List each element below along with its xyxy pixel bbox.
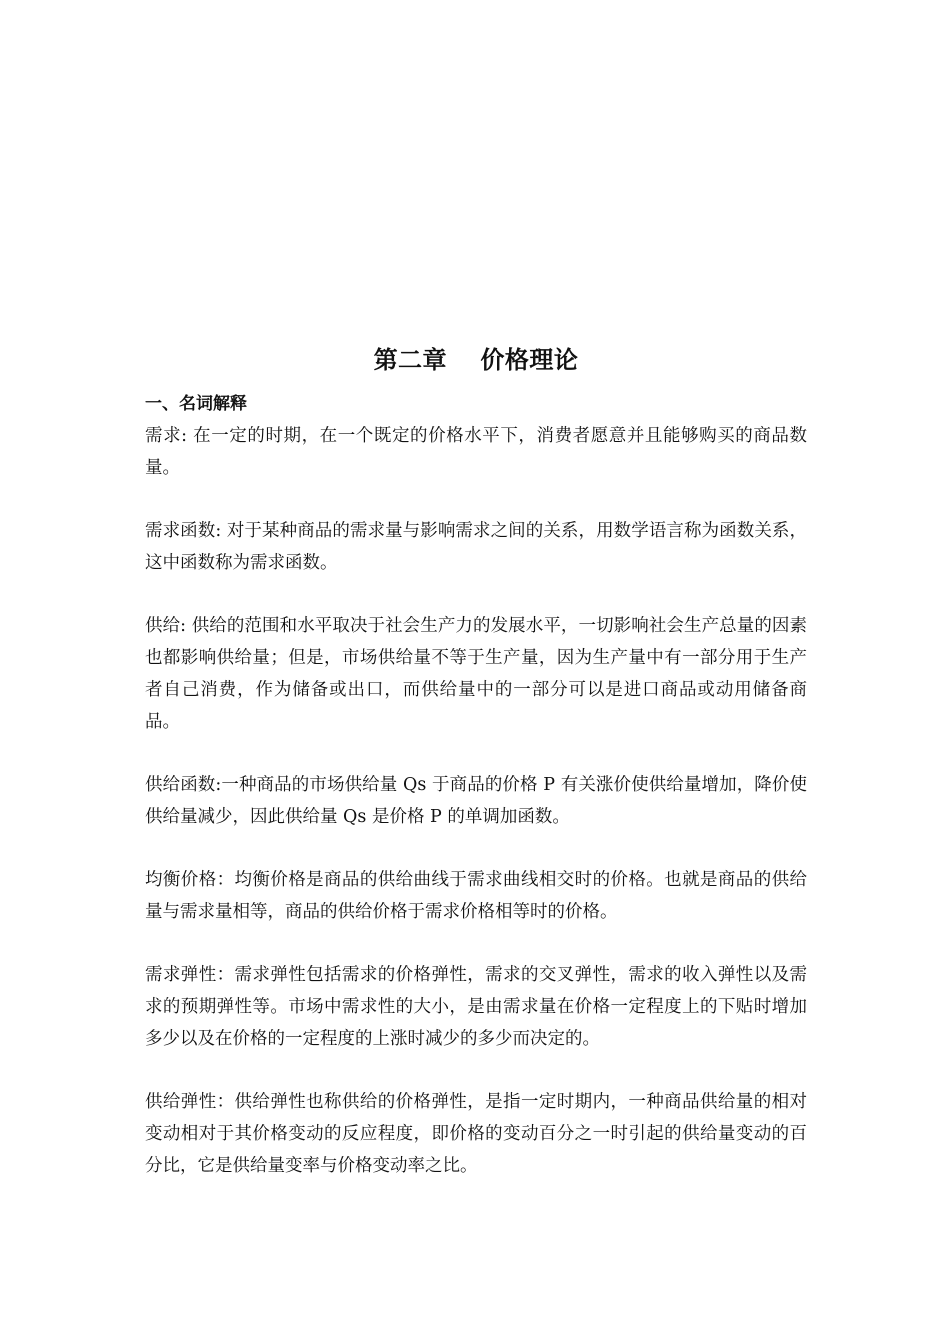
term-supply-elasticity: 供给弹性：供给弹性也称供给的价格弹性，是指一定时期内，一种商品供给量的相对变动相对于其价格变动的反应程度，即价格的变动百分之一时引起的供给量变动的百分比，它是供给量变率与价格变动率之比。 <box>145 1092 807 1176</box>
term-demand: 需求: 在一定的时期，在一个既定的价格水平下，消费者愿意并且能够购买的商品数量。 <box>145 426 807 478</box>
term-demand-elasticity: 需求弹性：需求弹性包括需求的价格弹性，需求的交叉弹性，需求的收入弹性以及需求的预期弹性等。市场中需求性的大小，是由需求量在价格一定程度上的下贴时增加多少以及在价格的一定程度的上涨时减少的多少而决定的。 <box>145 965 807 1049</box>
term-demand-function: 需求函数: 对于某种商品的需求量与影响需求之间的关系，用数学语言称为函数关系，这中函数称为需求函数。 <box>145 521 807 573</box>
term-equilibrium-price: 均衡价格：均衡价格是商品的供给曲线于需求曲线相交时的价格。也就是商品的供给量与需求量相等，商品的供给价格于需求价格相等时的价格。 <box>145 870 807 922</box>
section-heading: 一、名词解释 <box>145 394 247 414</box>
document-page <box>145 340 807 1213</box>
term-supply-function: 供给函数:一种商品的市场供给量 Qs 于商品的价格 P 有关涨价使供给量增加，降价使供给量减少，因此供给量 Qs 是价格 P 的单调加函数。 <box>145 775 807 827</box>
chapter-title: 第二章 价格理论 <box>373 345 579 374</box>
term-supply: 供给: 供给的范围和水平取决于社会生产力的发展水平，一切影响社会生产总量的因素也都影响供给量；但是，市场供给量不等于生产量，因为生产量中有一部分用于生产者自己消费，作为储备或出口，而供给量中的一部分可以是进口商品或动用储备商品。 <box>145 616 807 732</box>
